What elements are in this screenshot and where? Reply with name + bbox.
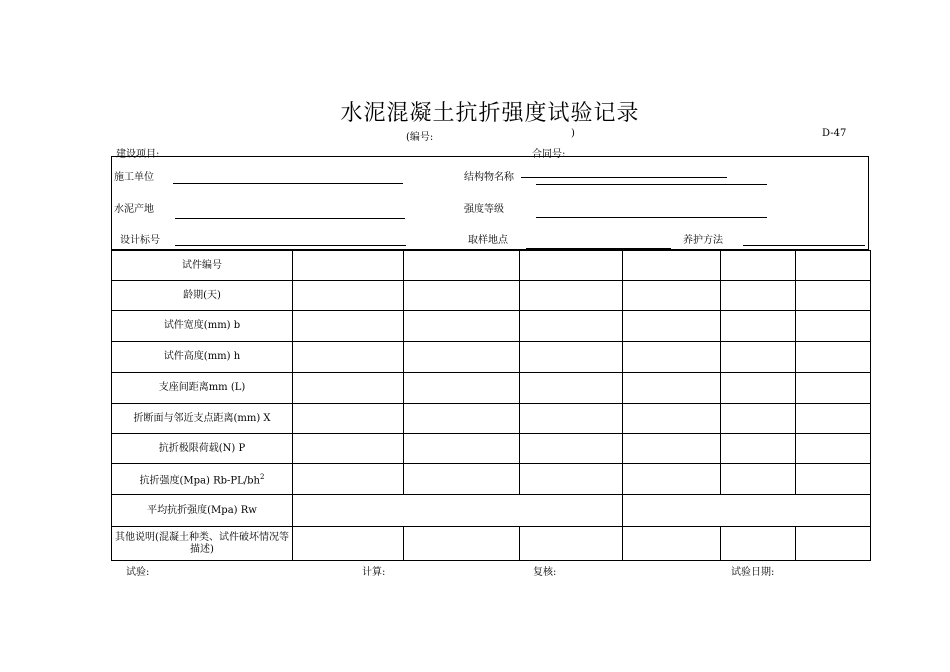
avg-strength-cell-2[interactable] [623, 495, 871, 527]
table-cell[interactable] [796, 342, 871, 373]
table-cell[interactable] [623, 311, 721, 342]
table-cell[interactable] [520, 251, 623, 281]
table-cell[interactable] [623, 464, 721, 495]
design-mark-label: 设计标号 [120, 235, 160, 246]
table-row [112, 434, 871, 464]
table-cell[interactable] [623, 404, 721, 434]
construction-unit-label: 施工单位 [114, 172, 154, 183]
table-cell[interactable] [721, 311, 796, 342]
structure-name-field[interactable] [521, 177, 727, 178]
table-row [112, 495, 871, 527]
table-cell[interactable] [623, 251, 721, 281]
strength-grade-field[interactable] [536, 217, 767, 218]
row-label-avg-strength: 平均抗折强度(Mpa) Rw [112, 495, 293, 527]
table-cell[interactable] [293, 527, 404, 561]
calculator-label: 计算: [362, 567, 386, 578]
number-label: (编号: [406, 132, 434, 143]
table-cell[interactable] [623, 281, 721, 311]
table-row [112, 373, 871, 404]
table-cell[interactable] [721, 527, 796, 561]
contract-label: 合同号: [532, 149, 566, 160]
table-cell[interactable] [404, 434, 520, 464]
table-cell[interactable] [796, 251, 871, 281]
table-cell[interactable] [721, 434, 796, 464]
table-cell[interactable] [623, 527, 721, 561]
table-cell[interactable] [520, 342, 623, 373]
table-cell[interactable] [520, 404, 623, 434]
table-cell[interactable] [293, 434, 404, 464]
table-cell[interactable] [520, 527, 623, 561]
table-cell[interactable] [796, 404, 871, 434]
reviewer-label: 复核: [533, 567, 557, 578]
row-label-specimen-no: 试件编号 [112, 251, 293, 281]
table-cell[interactable] [404, 311, 520, 342]
table-cell[interactable] [721, 404, 796, 434]
table-row [112, 281, 871, 311]
project-label: 建设项目: [116, 149, 160, 160]
tester-label: 试验: [126, 567, 150, 578]
table-row [112, 527, 871, 561]
row-label-remarks: 其他说明(混凝土种类、试件破坏情况等描述) [112, 527, 293, 561]
table-cell[interactable] [520, 311, 623, 342]
table-cell[interactable] [796, 373, 871, 404]
strength-grade-label: 强度等级 [464, 204, 504, 215]
table-cell[interactable] [404, 527, 520, 561]
row-label-span: 支座间距离mm (L) [112, 373, 293, 404]
row-label-fracture-distance: 折断面与邻近支点距离(mm) X [112, 404, 293, 434]
table-cell[interactable] [721, 464, 796, 495]
table-cell[interactable] [623, 434, 721, 464]
test-data-table [111, 250, 871, 561]
row-label-flexural-strength [112, 464, 293, 495]
table-cell[interactable] [623, 373, 721, 404]
row-label-width: 试件宽度(mm) b [112, 311, 293, 342]
table-cell[interactable] [293, 311, 404, 342]
cement-origin-field[interactable] [175, 218, 405, 219]
table-cell[interactable] [404, 464, 520, 495]
table-cell[interactable] [293, 342, 404, 373]
row-label-height: 试件高度(mm) h [112, 342, 293, 373]
table-cell[interactable] [721, 373, 796, 404]
table-row [112, 251, 871, 281]
table-cell[interactable] [293, 373, 404, 404]
test-date-label: 试验日期: [731, 567, 775, 578]
flexural-strength-superscript: 2 [260, 472, 265, 481]
form-code: D-47 [822, 128, 847, 139]
table-cell[interactable] [796, 281, 871, 311]
table-cell[interactable] [404, 281, 520, 311]
table-cell[interactable] [404, 251, 520, 281]
design-mark-field[interactable] [175, 245, 406, 246]
table-cell[interactable] [623, 342, 721, 373]
table-cell[interactable] [293, 404, 404, 434]
row-label-age: 龄期(天) [112, 281, 293, 311]
table-cell[interactable] [796, 464, 871, 495]
table-row [112, 311, 871, 342]
sampling-location-field[interactable] [526, 248, 671, 249]
table-cell[interactable] [520, 281, 623, 311]
table-cell[interactable] [520, 434, 623, 464]
table-cell[interactable] [404, 373, 520, 404]
table-cell[interactable] [796, 434, 871, 464]
number-close: ) [571, 128, 575, 139]
curing-method-label: 养护方法 [683, 235, 723, 246]
table-row [112, 464, 871, 495]
page-title: 水泥混凝土抗折强度试验记录 [340, 101, 640, 126]
table-cell[interactable] [293, 281, 404, 311]
table-cell[interactable] [796, 311, 871, 342]
table-cell[interactable] [796, 527, 871, 561]
table-cell[interactable] [520, 373, 623, 404]
table-cell[interactable] [721, 342, 796, 373]
table-cell[interactable] [293, 251, 404, 281]
sampling-location-label: 取样地点 [468, 235, 508, 246]
structure-name-label: 结构物名称 [464, 172, 514, 183]
curing-method-field[interactable] [743, 245, 865, 246]
table-cell[interactable] [520, 464, 623, 495]
structure-name-field-2[interactable] [536, 184, 767, 185]
row-label-ultimate-load: 抗折极限荷载(N) P [112, 434, 293, 464]
table-cell[interactable] [404, 342, 520, 373]
table-row [112, 404, 871, 434]
table-cell[interactable] [293, 464, 404, 495]
flexural-strength-text: 抗折强度(Mpa) Rb-PL/bh [139, 475, 260, 487]
table-cell[interactable] [721, 281, 796, 311]
table-cell[interactable] [404, 404, 520, 434]
avg-strength-cell-1[interactable] [293, 495, 623, 527]
table-cell[interactable] [721, 251, 796, 281]
cement-origin-label: 水泥产地 [114, 204, 154, 215]
table-row [112, 342, 871, 373]
construction-unit-field[interactable] [173, 183, 403, 184]
